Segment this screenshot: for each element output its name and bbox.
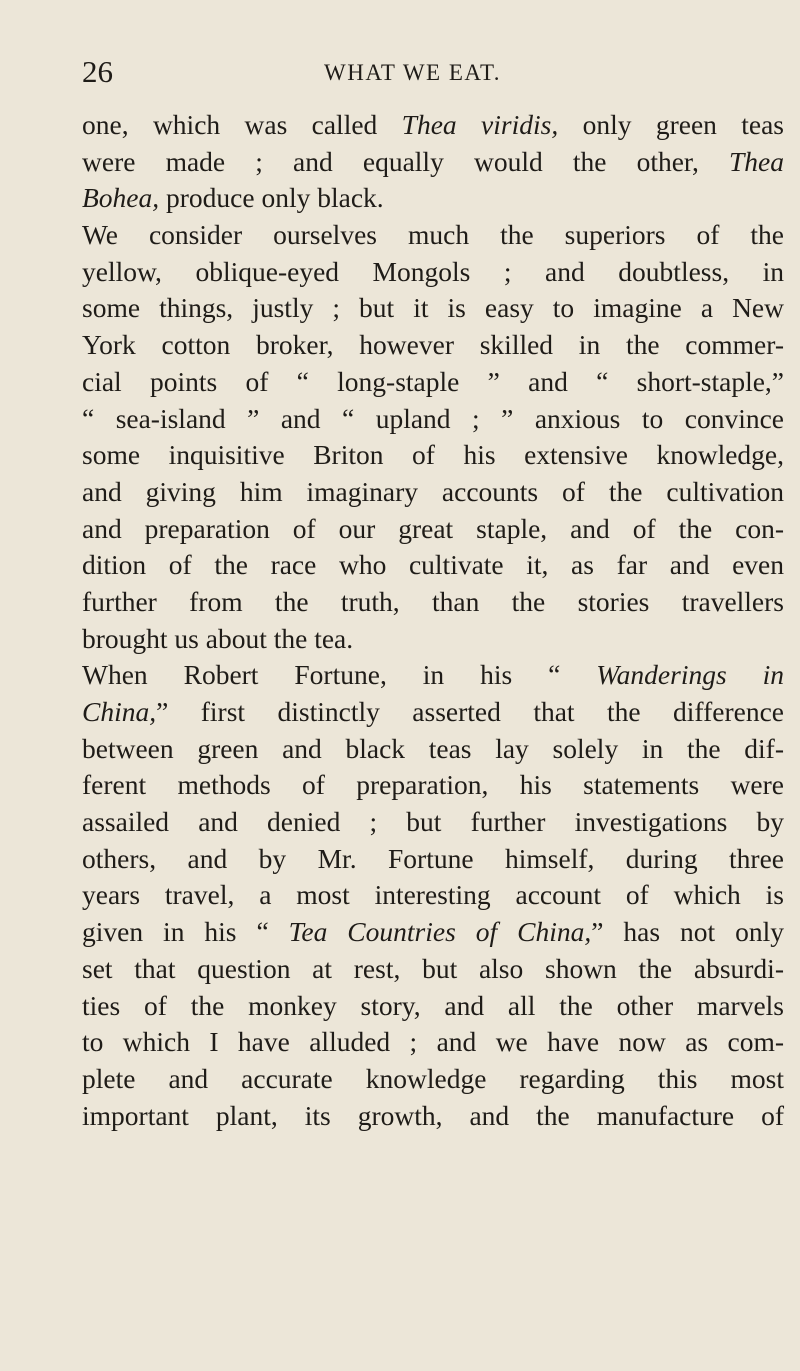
page-number: 26 (82, 54, 113, 89)
text-line: between green and black teas lay solely in the dif- (82, 732, 784, 764)
text-line: dition of the race who cultivate it, as far and even (82, 549, 784, 581)
text-line: China,” first distinctly asserted that the difference (82, 696, 784, 727)
text-line: York cotton broker, however skilled in the commer- (82, 329, 784, 361)
page-header (82, 54, 782, 90)
text-line: When Robert Fortune, in his “ Wanderings in (82, 659, 784, 691)
text-line: ferent methods of preparation, his statements were (82, 769, 784, 801)
text-line: assailed and denied ; but further investigations by (82, 806, 784, 838)
text-line: and giving him imaginary accounts of the cultivation (82, 475, 784, 507)
text-line: important plant, its growth, and the manufacture of (82, 1099, 784, 1131)
text-line: cial points of “ long-staple ” and “ short-staple,” (82, 365, 784, 397)
text-line: some things, justly ; but it is easy to imagine a New (82, 292, 784, 324)
text-line: ties of the monkey story, and all the other marvels (82, 989, 784, 1021)
body-text (82, 107, 784, 1134)
text-line: further from the truth, than the stories travellers (82, 585, 784, 617)
text-line: Bohea, produce only black. (82, 182, 384, 214)
text-line: some inquisitive Briton of his extensive knowledge, (82, 439, 784, 471)
text-line: and preparation of our great staple, and of the con- (82, 512, 784, 544)
text-line: set that question at rest, but also shown the absurdi- (82, 952, 784, 984)
text-line: We consider ourselves much the superiors of the (82, 219, 784, 251)
text-line: brought us about the tea. (82, 622, 354, 654)
text-line: others, and by Mr. Fortune himself, during three (82, 842, 784, 874)
text-line: plete and accurate knowledge regarding this most (82, 1062, 784, 1094)
text-line: one, which was called Thea viridis, only green teas (82, 109, 785, 140)
text-line: yellow, oblique-eyed Mongols ; and doubtless, in (82, 255, 784, 287)
text-line: to which I have alluded ; and we have now as com- (82, 1026, 784, 1058)
text-line: were made ; and equally would the other, Thea (82, 145, 784, 177)
text-line: “ sea-island ” and “ upland ; ” anxious to convince (82, 402, 784, 434)
text-line: years travel, a most interesting account of which is (82, 879, 784, 911)
text-line: given in his “ Tea Countries of China,” has not only (82, 916, 784, 948)
running-head: WHAT WE EAT. (324, 60, 502, 85)
